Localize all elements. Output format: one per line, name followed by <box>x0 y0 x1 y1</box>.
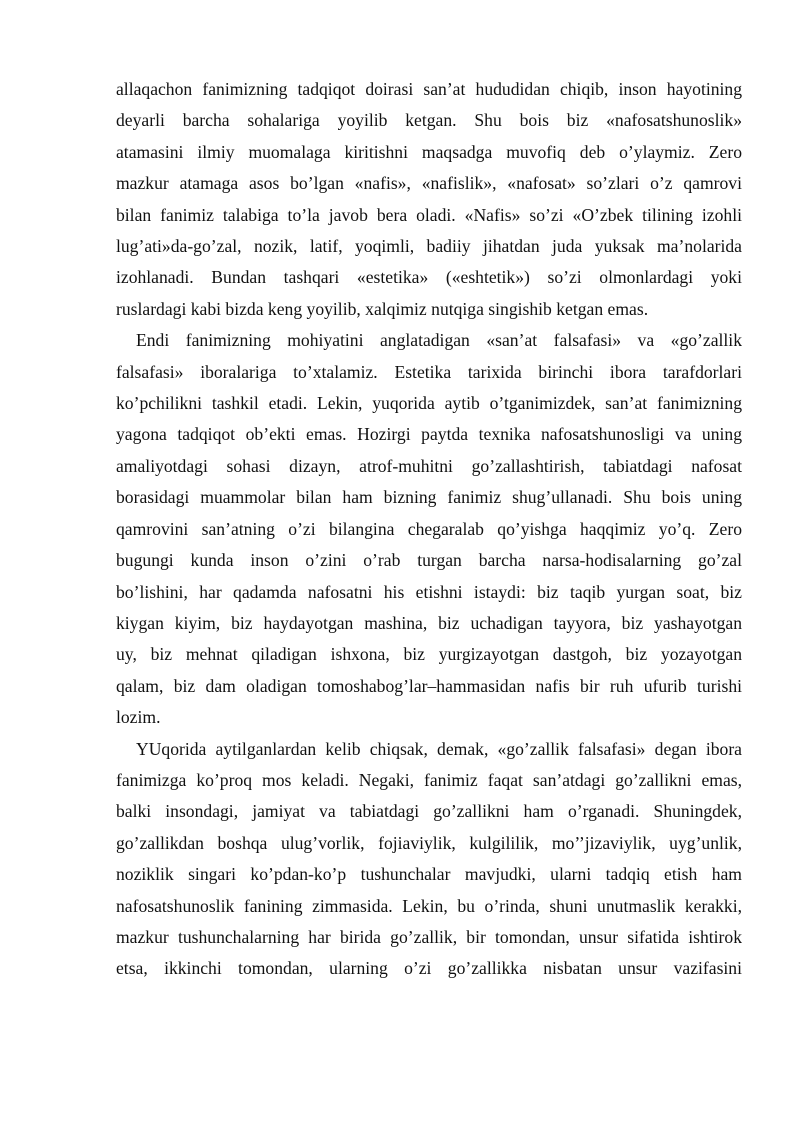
text-line: Endi fanimizning mohiyatini anglatadigan «san’at falsafasi» va «go’zallik <box>136 330 742 351</box>
paragraph-3 <box>116 734 742 985</box>
text-line: atamasini ilmiy muomalaga kiritishni maqsadga muvofiq deb o’ylaymiz. Zero <box>116 141 742 162</box>
text-line: uy, biz mehnat qiladigan ishxona, biz yurgizayotgan dastgoh, biz yozayotgan <box>116 644 742 665</box>
text-line: yagona tadqiqot ob’ekti emas. Hozirgi paytda texnika nafosatshunosligi va uning <box>116 424 742 445</box>
text-line: izohlanadi. Bundan tashqari «estetika» («eshtetik») so’zi olmonlardagi yoki <box>116 267 742 288</box>
text-line: deyarli barcha sohalariga yoyilib ketgan. Shu bois biz «nafosatshunoslik» <box>116 110 742 131</box>
text-line: go’zallikdan boshqa ulug’vorlik, fojiaviylik, kulgililik, mo’’jizaviylik, uyg’unlik, <box>116 832 742 853</box>
text-line: bilan fanimiz talabiga to’la javob bera oladi. «Nafis» so’zi «O’zbek tilining izohli <box>116 204 742 225</box>
paragraph-1 <box>116 74 742 325</box>
text-line: balki insondagi, jamiyat va tabiatdagi go’zallikni ham o’rganadi. Shuningdek, <box>116 801 742 822</box>
text-line: lozim. <box>116 707 161 728</box>
text-line: bo’lishini, har qadamda nafosatni his etishni istaydi: biz taqib yurgan soat, biz <box>116 581 742 602</box>
text-line: ko’pchilikni tashkil etadi. Lekin, yuqorida aytib o’tganimizdek, san’at fanimizning <box>116 393 742 414</box>
body-text <box>116 74 742 985</box>
text-line: lug’ati»da-go’zal, nozik, latif, yoqimli, badiiy jihatdan juda yuksak ma’nolarida <box>116 236 742 257</box>
text-line: mazkur tushunchalarning har birida go’zallik, bir tomondan, unsur sifatida ishtirok <box>116 926 742 947</box>
text-line: mazkur atamaga asos bo’lgan «nafis», «nafislik», «nafosat» so’zlari o’z qamrovi <box>116 173 742 194</box>
text-line: qamrovini san’atning o’zi bilangina chegaralab qo’yishga haqqimiz yo’q. Zero <box>116 518 742 539</box>
text-line: qalam, biz dam oladigan tomoshabog’lar–hammasidan nafis bir ruh ufurib turishi <box>116 675 742 696</box>
text-line: YUqorida aytilganlardan kelib chiqsak, demak, «go’zallik falsafasi» degan ibora <box>136 738 742 759</box>
text-line: nafosatshunoslik fanining zimmasida. Lekin, bu o’rinda, shuni unutmaslik kerakki, <box>116 895 742 916</box>
text-line: falsafasi» iboralariga to’xtalamiz. Estetika tarixida birinchi ibora tarafdorlari <box>116 361 742 382</box>
text-line: fanimizga ko’proq mos keladi. Negaki, fanimiz faqat san’atdagi go’zallikni emas, <box>116 769 742 790</box>
text-line: etsa, ikkinchi tomondan, ularning o’zi go’zallikka nisbatan unsur vazifasini <box>116 958 742 979</box>
text-line: kiygan kiyim, biz haydayotgan mashina, biz uchadigan tayyora, biz yashayotgan <box>116 612 742 633</box>
text-line: noziklik singari ko’pdan-ko’p tushunchalar mavjudki, ularni tadqiq etish ham <box>116 864 742 885</box>
text-line: allaqachon fanimizning tadqiqot doirasi san’at hududidan chiqib, inson hayotining <box>116 79 742 99</box>
paragraph-2 <box>116 325 742 733</box>
text-line: amaliyotdagi sohasi dizayn, atrof-muhitni go’zallashtirish, tabiatdagi nafosat <box>116 455 742 476</box>
text-line: borasidagi muammolar bilan ham bizning fanimiz shug’ullanadi. Shu bois uning <box>116 487 742 508</box>
text-line: bugungi kunda inson o’zini o’rab turgan barcha narsa-hodisalarning go’zal <box>116 550 742 571</box>
text-line: ruslardagi kabi bizda keng yoyilib, xalqimiz nutqiga singishib ketgan emas. <box>116 298 649 319</box>
